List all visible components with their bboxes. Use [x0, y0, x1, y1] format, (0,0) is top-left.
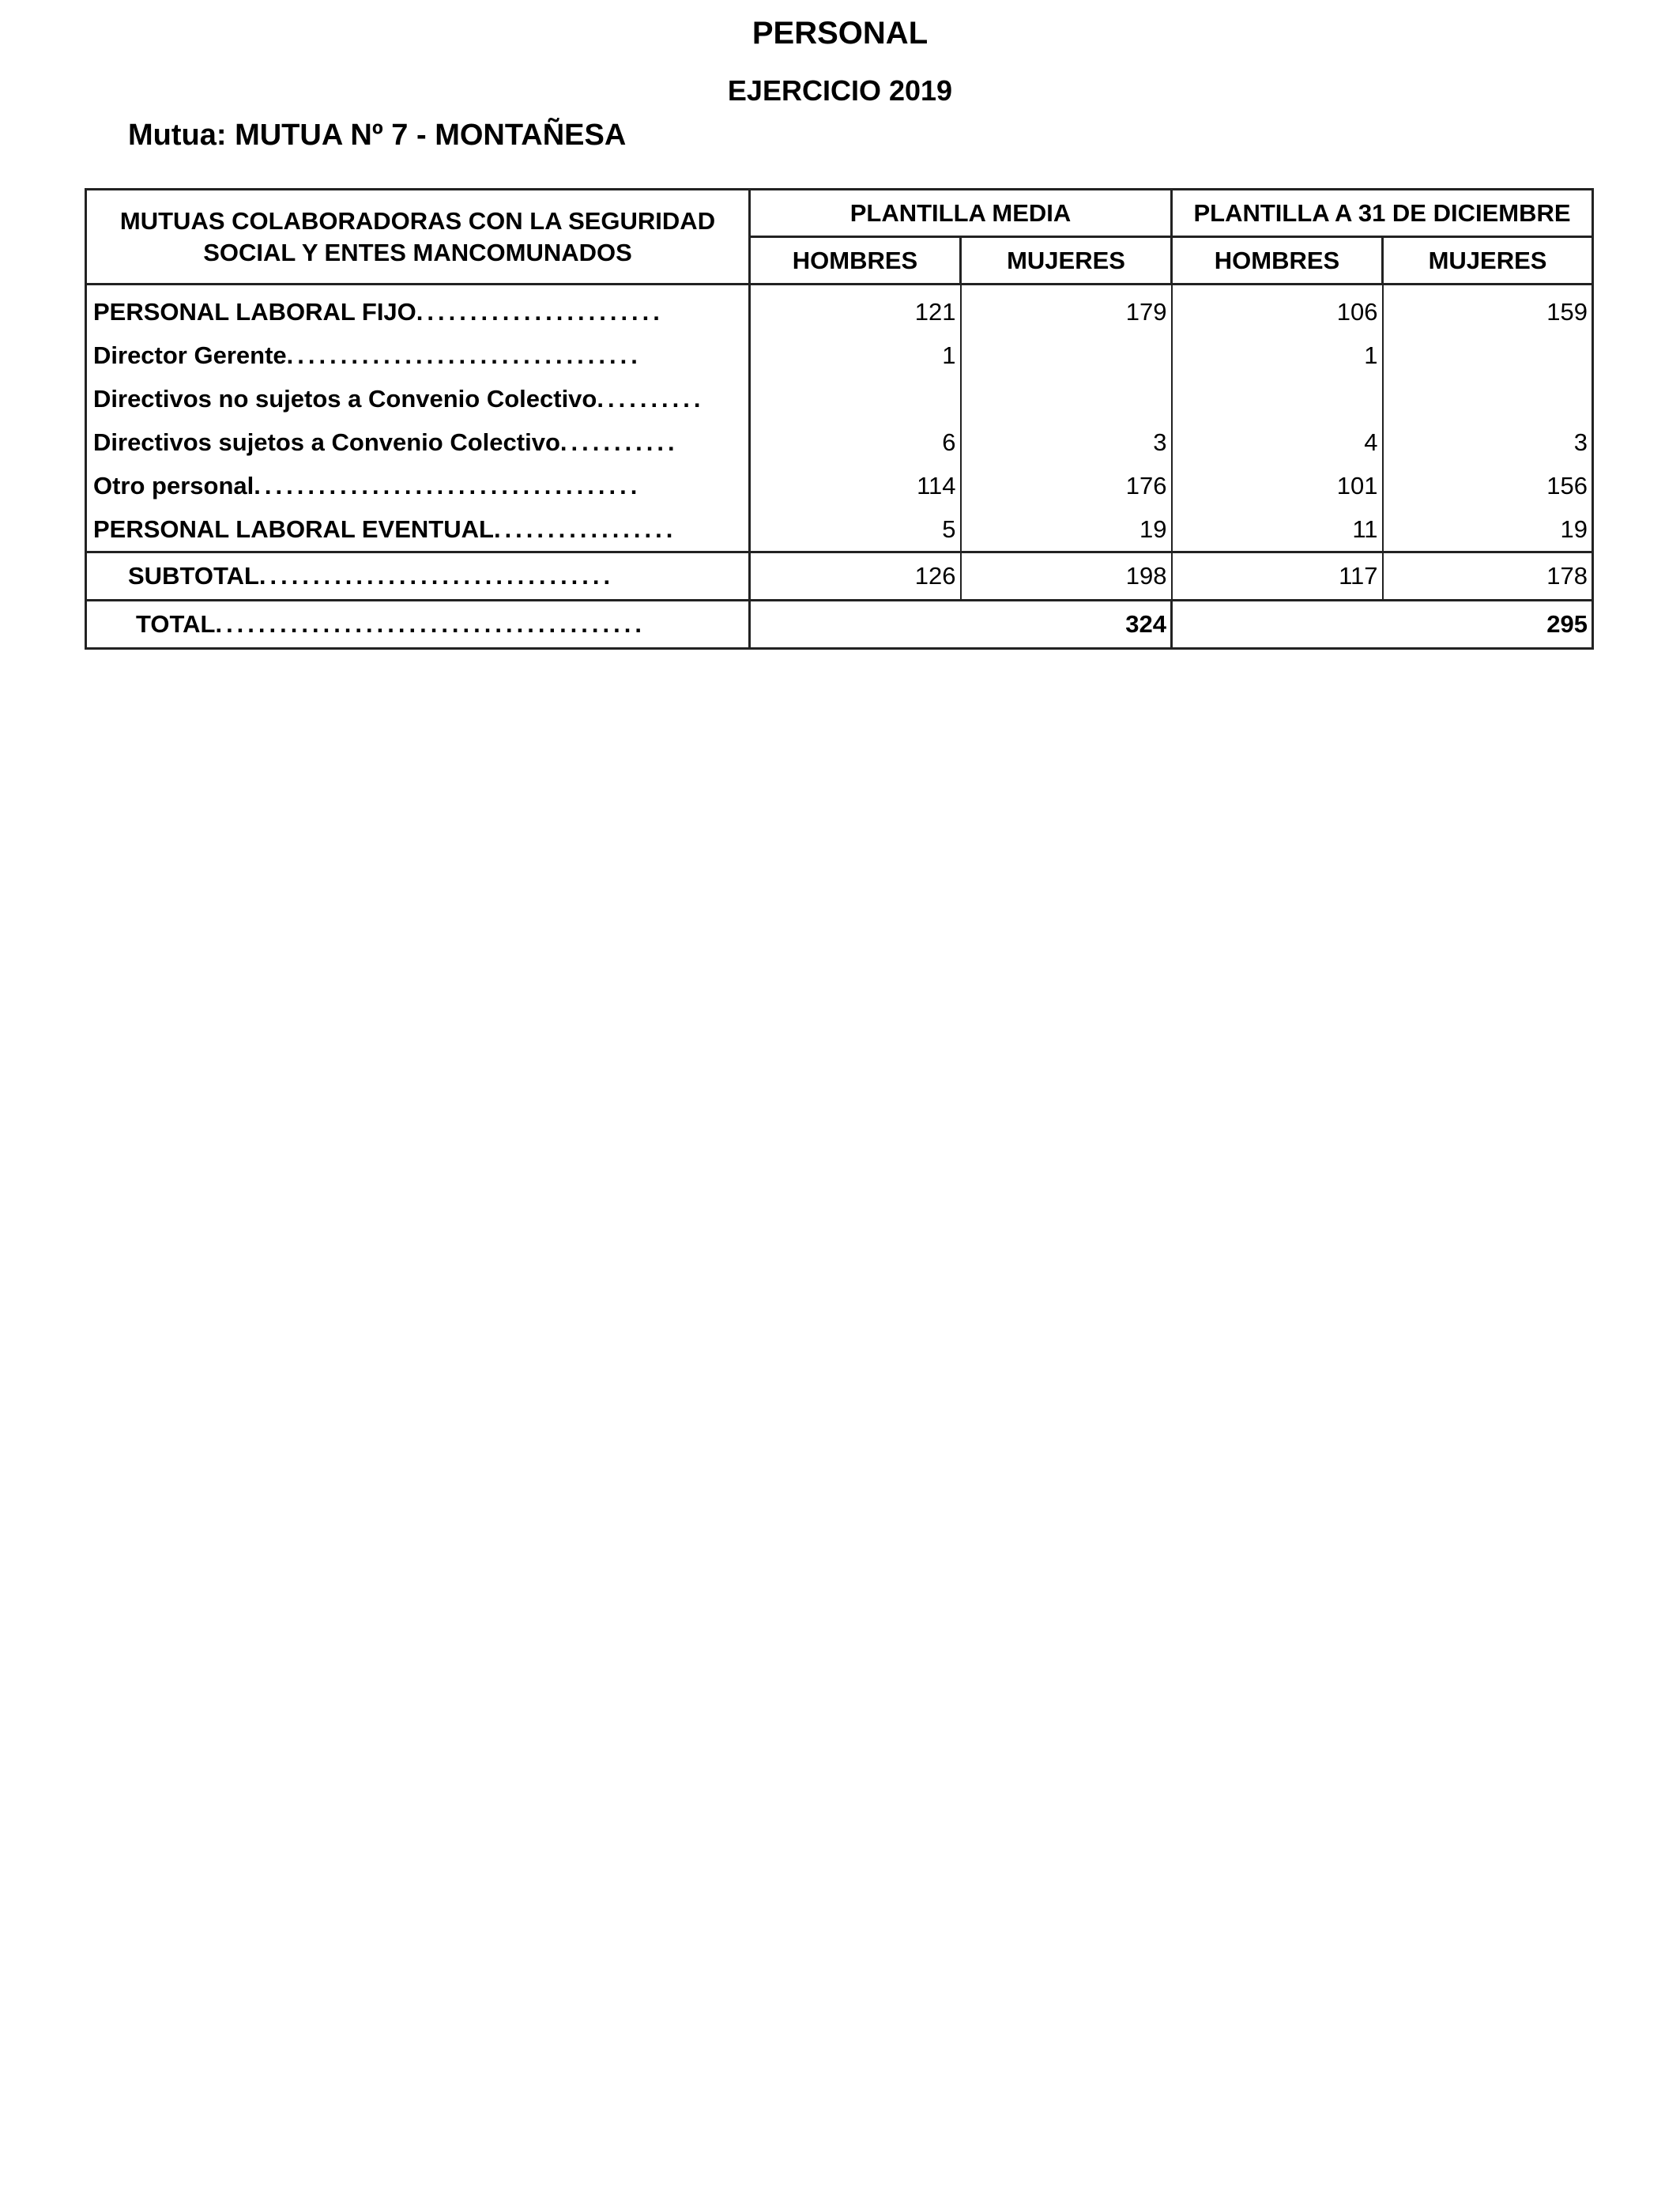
total-plantilla-diciembre: 295: [1172, 601, 1593, 649]
concept-header-text: MUTUAS COLABORADORAS CON LA SEGURIDAD SOCIAL Y ENTES MANCOMUNADOS: [119, 206, 716, 266]
personnel-table: [85, 188, 1594, 650]
group-header-plantilla-media: PLANTILLA MEDIA: [750, 190, 1172, 237]
cell-value: 156: [1383, 464, 1593, 507]
cell-value: 101: [1172, 464, 1383, 507]
cell-value: 3: [1383, 420, 1593, 464]
cell-value: 121: [750, 285, 961, 334]
sub-header-hombres: HOMBRES: [750, 237, 961, 285]
table-row: [86, 285, 1593, 334]
cell-value: 4: [1172, 420, 1383, 464]
cell-value: 6: [750, 420, 961, 464]
sub-header-mujeres: MUJERES: [961, 237, 1172, 285]
cell-value: 114: [750, 464, 961, 507]
row-label: PERSONAL LABORAL EVENTUAL.................: [86, 507, 750, 552]
cell-value: 159: [1383, 285, 1593, 334]
table-row: [86, 377, 1593, 420]
subtotal-row: [86, 552, 1593, 601]
cell-value: 5: [750, 507, 961, 552]
row-label: Director Gerente.................................: [86, 334, 750, 377]
row-label: Directivos sujetos a Convenio Colectivo...........: [86, 420, 750, 464]
total-label: TOTAL........................................: [86, 601, 750, 649]
cell-value: 19: [1383, 507, 1593, 552]
table-row: [86, 464, 1593, 507]
subtotal-label: SUBTOTAL.................................: [86, 552, 750, 601]
sub-header-hombres: HOMBRES: [1172, 237, 1383, 285]
cell-value: 1: [1172, 334, 1383, 377]
row-label: PERSONAL LABORAL FIJO.......................: [86, 285, 750, 334]
page-title: PERSONAL: [751, 16, 929, 51]
mutua-name: Mutua: MUTUA Nº 7 - MONTAÑESA: [128, 119, 627, 152]
table-row: [86, 334, 1593, 377]
cell-value: 19: [961, 507, 1172, 552]
cell-value: 176: [961, 464, 1172, 507]
cell-value: 3: [961, 420, 1172, 464]
cell-value: 11: [1172, 507, 1383, 552]
cell-value: [961, 377, 1172, 420]
cell-value: [1172, 377, 1383, 420]
subtotal-value: 178: [1383, 552, 1593, 601]
sub-header-mujeres: MUJERES: [1383, 237, 1593, 285]
subtotal-value: 126: [750, 552, 961, 601]
row-label: Directivos no sujetos a Convenio Colectivo..........: [86, 377, 750, 420]
cell-value: 106: [1172, 285, 1383, 334]
subtotal-value: 117: [1172, 552, 1383, 601]
cell-value: [1383, 334, 1593, 377]
concept-header: [86, 190, 750, 285]
table-row: [86, 420, 1593, 464]
total-row: [86, 601, 1593, 649]
cell-value: [750, 377, 961, 420]
cell-value: [1383, 377, 1593, 420]
cell-value: [961, 334, 1172, 377]
row-label: Otro personal....................................: [86, 464, 750, 507]
total-plantilla-media: 324: [750, 601, 1172, 649]
table-row: [86, 507, 1593, 552]
group-header-plantilla-diciembre: PLANTILLA A 31 DE DICIEMBRE: [1172, 190, 1593, 237]
fiscal-year: EJERCICIO 2019: [727, 74, 953, 107]
subtotal-value: 198: [961, 552, 1172, 601]
cell-value: 179: [961, 285, 1172, 334]
cell-value: 1: [750, 334, 961, 377]
